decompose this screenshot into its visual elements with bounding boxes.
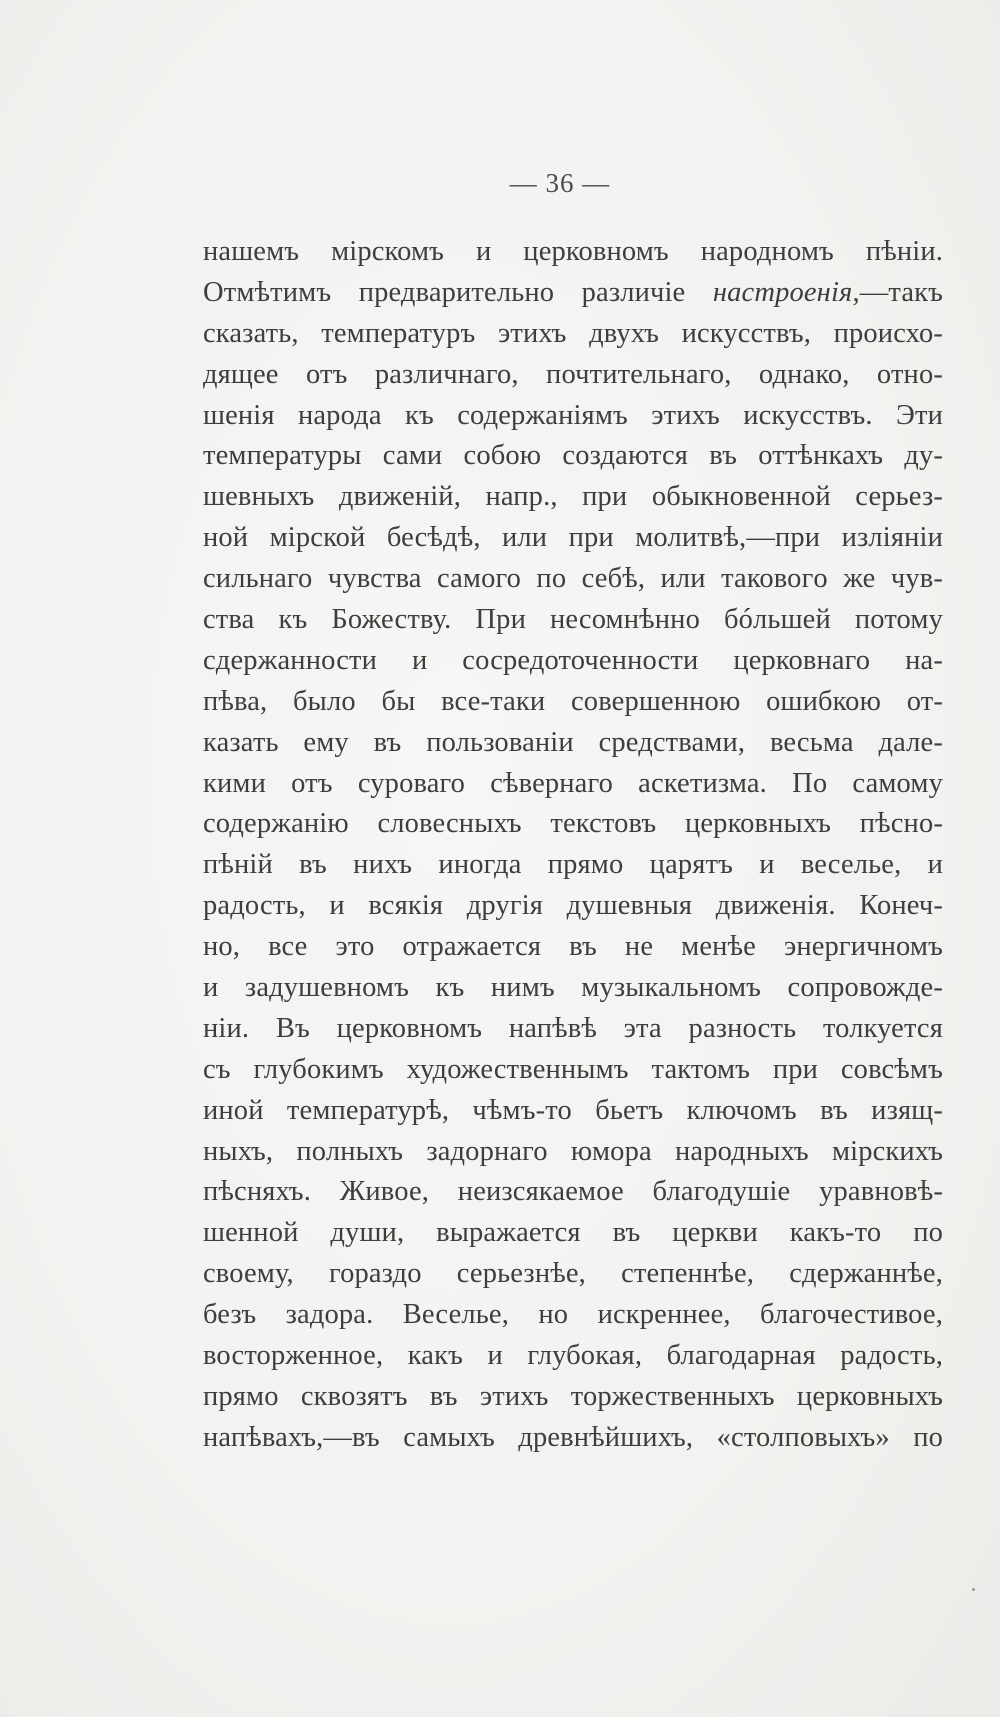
text-line: нашемъ мірскомъ и церковномъ народномъ пѣніи. [203,236,943,267]
text-line: шенной души, выражается въ церкви какъ-то по [203,1217,943,1249]
text-line: пѣсняхъ. Живое, неизсякаемое благодушіе уравновѣ- [203,1176,943,1208]
text-line-start: Отмѣтимъ предварительно различіе [203,276,686,308]
text-line: сказать, температуръ этихъ двухъ искусствъ, происхо- [203,317,943,349]
text-line-end: ,—такъ [852,276,943,308]
text-line: восторженное, какъ и глубокая, благодарная радость, [203,1340,943,1372]
text-line: иной температурѣ, чѣмъ-то бьетъ ключомъ въ изящ- [203,1094,943,1126]
text-line: пѣва, было бы все-таки совершенною ошибкою от- [203,685,943,717]
emphasized-word: настроенія [712,276,853,308]
text-line [203,273,943,314]
text-line: напѣвахъ,—въ самыхъ древнѣйшихъ, «столповыхъ» по [203,1421,943,1453]
text-line: кими отъ суроваго сѣвернаго аскетизма. По самому [203,767,943,799]
text-line: но, все это отражается въ не менѣе энергичномъ [203,931,943,963]
text-line: ніи. Въ церковномъ напѣвѣ эта разность толкуется [203,1012,943,1044]
text-line: дящее отъ различнаго, почтительнаго, однако, отно- [203,358,943,390]
text-line: температуры сами собою создаются въ оттѣнкахъ ду- [203,440,943,472]
text-line: ства къ Божеству. При несомнѣнно бóльшей потому [203,604,943,636]
text-line: казать ему въ пользованіи средствами, весьма дале- [203,726,943,758]
page-text [203,232,943,1459]
text-line: безъ задора. Веселье, но искреннее, благочестивое, [203,1299,943,1331]
text-line: ной мірской бесѣдѣ, или при молитвѣ,—при изліяніи [203,522,943,554]
text-line: своему, гораздо серьезнѣе, степеннѣе, сдержаннѣе, [203,1258,943,1290]
text-line: и задушевномъ къ нимъ музыкальномъ сопровожде- [203,972,943,1004]
text-line: сдержанности и сосредоточенности церковнаго на- [203,644,943,676]
text-line: содержанію словесныхъ текстовъ церковныхъ пѣсно- [203,808,943,840]
text-line: шевныхъ движеній, напр., при обыкновенной серьез- [203,481,943,513]
page-number: — 36 — [509,168,611,198]
paper-speck [972,1588,975,1591]
text-line: радость, и всякія другія душевныя движенія. Конеч- [203,890,943,922]
text-line: сильнаго чувства самого по себѣ, или таковогo же чув- [203,563,943,595]
text-line: прямо сквозятъ въ этихъ торжественныхъ церковныхъ [203,1380,943,1412]
text-line: пѣній въ нихъ иногда прямо царятъ и веселье, и [203,849,943,881]
text-line: ныхъ, полныхъ задорнаго юмора народныхъ мірскихъ [203,1135,943,1167]
text-line: съ глубокимъ художественнымъ тактомъ при совсѣмъ [203,1053,943,1085]
text-line: шенія народа къ содержаніямъ этихъ искусствъ. Эти [203,399,943,431]
